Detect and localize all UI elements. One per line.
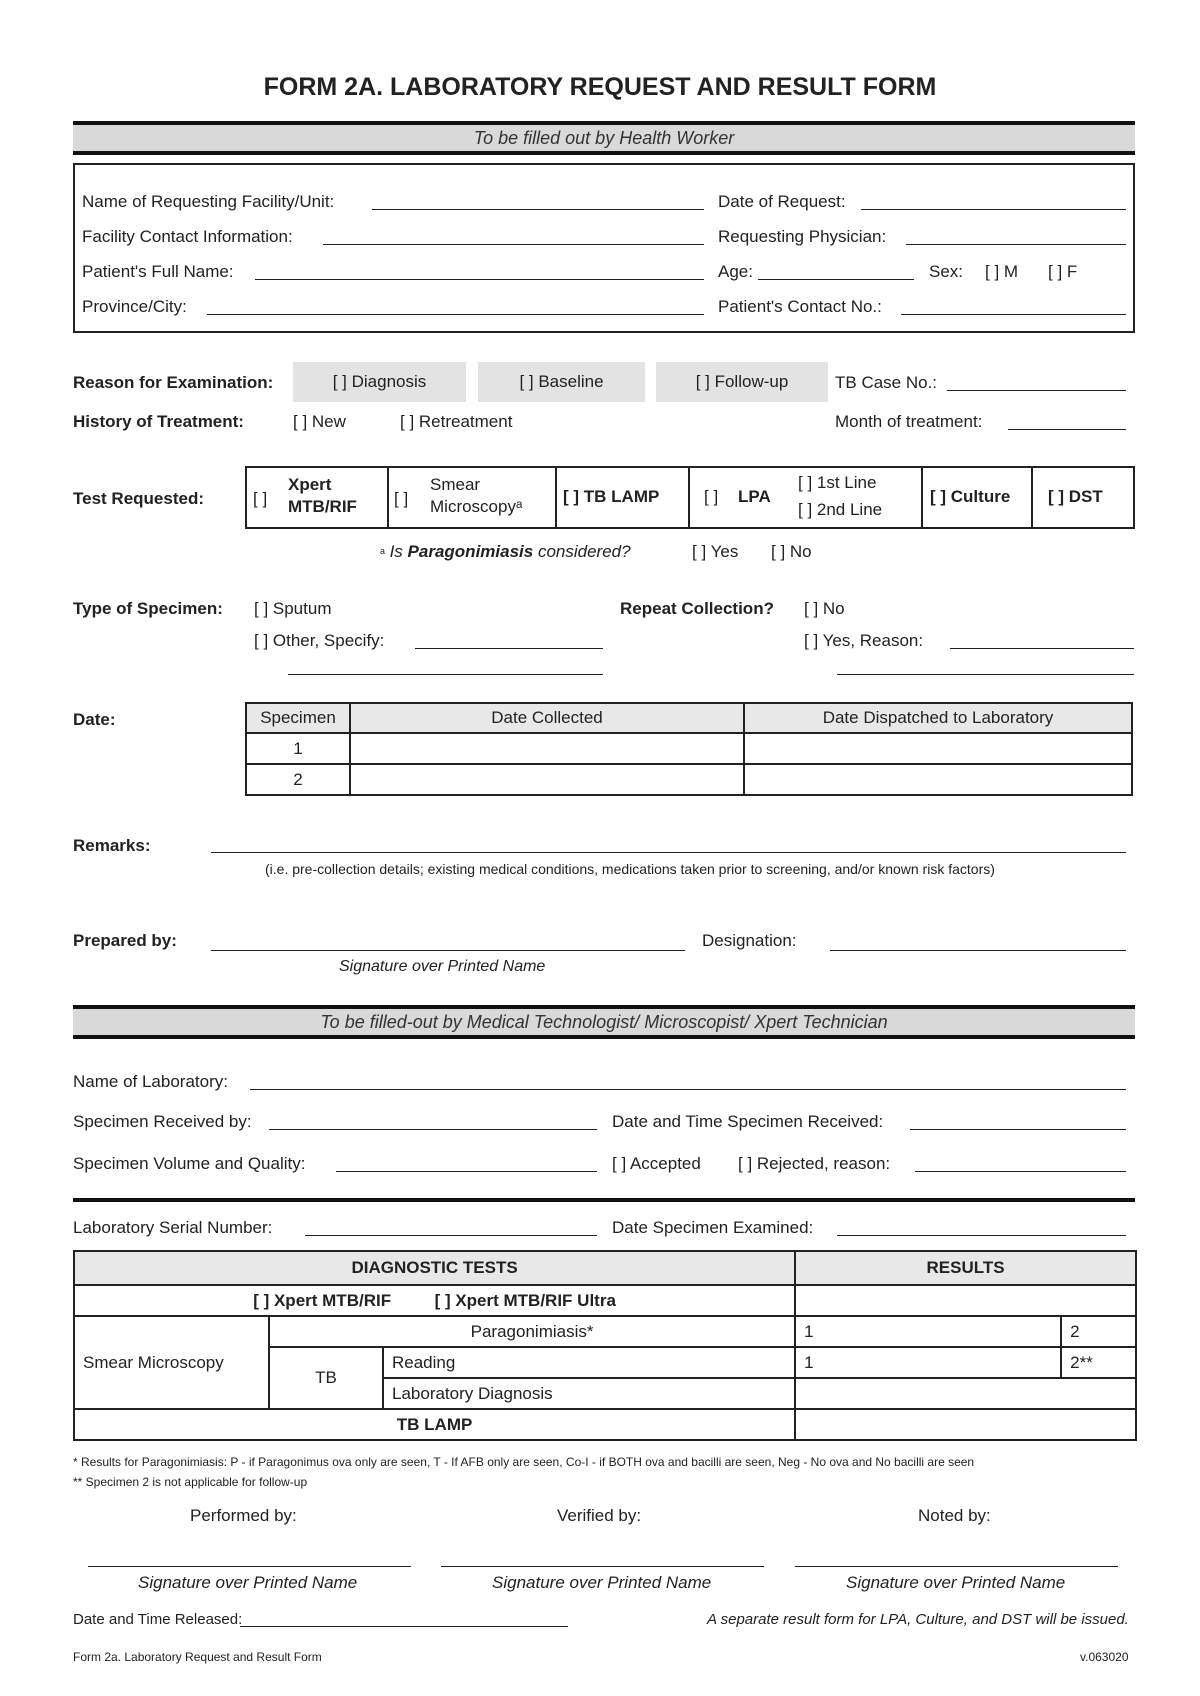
facility-contact-label: Facility Contact Information: <box>82 227 293 246</box>
physician-field[interactable] <box>906 244 1126 245</box>
noted-by-label: Noted by: <box>918 1506 991 1525</box>
repeat-reason-field[interactable] <box>950 648 1134 649</box>
date-examined-label: Date Specimen Examined: <box>612 1218 814 1237</box>
date-label: Date: <box>73 710 116 729</box>
history-label: History of Treatment: <box>73 412 244 431</box>
tb-label: TB <box>269 1347 383 1409</box>
date-collected-2[interactable] <box>350 764 744 795</box>
date-released-label: Date and Time Released: <box>73 1611 243 1628</box>
sex-label: Sex: <box>929 262 964 281</box>
date-table <box>245 702 1133 796</box>
patient-contact-field[interactable] <box>901 314 1126 315</box>
smear-label-1: Smear <box>430 475 481 494</box>
performed-sig-caption: Signature over Printed Name <box>138 1573 358 1592</box>
footer-left: Form 2a. Laboratory Request and Result Form <box>73 1650 322 1664</box>
patient-name-label: Patient's Full Name: <box>82 262 234 281</box>
month-of-treatment-label: Month of treatment: <box>835 412 983 431</box>
tb-case-no-label: TB Case No.: <box>835 373 938 392</box>
province-label: Province/City: <box>82 297 187 316</box>
date-of-request-field[interactable] <box>861 209 1126 210</box>
prepared-by-label: Prepared by: <box>73 931 177 950</box>
remarks-field[interactable] <box>211 852 1126 853</box>
date-dispatched-header: Date Dispatched to Laboratory <box>744 703 1132 733</box>
volume-label: Specimen Volume and Quality: <box>73 1154 306 1173</box>
verified-by-label: Verified by: <box>557 1506 642 1525</box>
tests-header: DIAGNOSTIC TESTS <box>74 1251 795 1285</box>
repeat-yes-checkbox[interactable]: [ ] Yes, Reason: <box>804 631 924 650</box>
paragonimiasis-yes-checkbox[interactable]: [ ] Yes <box>692 542 739 561</box>
paragonimiasis-no-checkbox[interactable]: [ ] No <box>771 542 812 561</box>
facility-contact-field[interactable] <box>323 244 704 245</box>
sputum-checkbox[interactable]: [ ] Sputum <box>254 599 332 618</box>
tb-lamp-checkbox[interactable]: [ ] TB LAMP <box>563 487 660 506</box>
reading-result-2[interactable]: 2** <box>1061 1347 1136 1378</box>
month-of-treatment-field[interactable] <box>1008 429 1126 430</box>
facility-field[interactable] <box>372 209 704 210</box>
dst-checkbox[interactable]: [ ] DST <box>1048 487 1103 506</box>
remarks-label: Remarks: <box>73 836 151 855</box>
accepted-checkbox[interactable]: [ ] Accepted <box>612 1154 701 1173</box>
divider <box>73 1198 1135 1202</box>
tb-lamp-label: TB LAMP <box>74 1409 795 1440</box>
other-checkbox[interactable]: [ ] Other, Specify: <box>254 631 385 650</box>
smear-microscopy-label: Smear Microscopy <box>74 1316 269 1409</box>
new-checkbox[interactable]: [ ] New <box>293 412 346 431</box>
footnote-marker: ᵃ <box>380 545 385 560</box>
xpert-checkbox[interactable]: [ ] <box>253 489 268 508</box>
sex-f-checkbox[interactable]: [ ] F <box>1048 262 1078 281</box>
designation-field[interactable] <box>830 950 1126 951</box>
lab-diagnosis-label: Laboratory Diagnosis <box>383 1378 795 1409</box>
question-post: considered? <box>537 542 631 561</box>
date-dispatched-1[interactable] <box>744 733 1132 764</box>
results-table <box>73 1250 1137 1441</box>
verified-by-field[interactable] <box>441 1566 764 1567</box>
xpert-result[interactable] <box>795 1285 1136 1316</box>
date-released-field[interactable] <box>240 1626 568 1627</box>
followup-checkbox[interactable]: [ ] Follow-up <box>656 362 828 402</box>
footnote-1: * Results for Paragonimiasis: P - if Paragonimus ova only are seen, T - If AFB only are seen, Co-I - if BOTH ova and bacilli are seen, Neg - No ova and No bacilli are seen <box>73 1455 975 1469</box>
question-pre: Is <box>389 542 403 561</box>
noted-by-field[interactable] <box>795 1566 1118 1567</box>
lpa-label: LPA <box>738 487 771 506</box>
xpert-result-checkbox[interactable]: [ ] Xpert MTB/RIF <box>253 1290 392 1310</box>
results-header: RESULTS <box>795 1251 1136 1285</box>
rejected-reason-field[interactable] <box>915 1171 1126 1172</box>
separate-result-note: A separate result form for LPA, Culture, and DST will be issued. <box>707 1611 1129 1628</box>
age-label: Age: <box>718 262 753 281</box>
date-received-label: Date and Time Specimen Received: <box>612 1112 884 1131</box>
xpert-label-1: Xpert <box>288 475 332 494</box>
prepared-sig-caption: Signature over Printed Name <box>339 958 546 975</box>
other-specify-field-2[interactable] <box>288 674 603 675</box>
performed-by-label: Performed by: <box>190 1506 297 1525</box>
form-title: FORM 2A. LABORATORY REQUEST AND RESULT FORM <box>263 73 937 101</box>
received-by-label: Specimen Received by: <box>73 1112 252 1131</box>
footer-right: v.063020 <box>1080 1650 1129 1664</box>
prepared-by-field[interactable] <box>211 950 685 951</box>
reason-label: Reason for Examination: <box>73 373 274 392</box>
date-collected-1[interactable] <box>350 733 744 764</box>
date-dispatched-2[interactable] <box>744 764 1132 795</box>
paragonimiasis-result-2[interactable]: 2 <box>1061 1316 1136 1347</box>
noted-sig-caption: Signature over Printed Name <box>846 1573 1066 1592</box>
age-field[interactable] <box>758 279 914 280</box>
lab-name-field[interactable] <box>250 1089 1126 1090</box>
second-line-checkbox[interactable]: [ ] 2nd Line <box>798 500 883 519</box>
date-received-field[interactable] <box>910 1129 1126 1130</box>
volume-field[interactable] <box>336 1171 597 1172</box>
patient-name-field[interactable] <box>255 279 704 280</box>
tb-case-no-field[interactable] <box>947 390 1126 391</box>
specimen-row-2: 2 <box>246 764 350 795</box>
lpa-checkbox[interactable]: [ ] <box>704 487 719 506</box>
specimen-header: Specimen <box>246 703 350 733</box>
designation-label: Designation: <box>702 931 797 950</box>
first-line-checkbox[interactable]: [ ] 1st Line <box>798 473 877 492</box>
physician-label: Requesting Physician: <box>718 227 887 246</box>
date-examined-field[interactable] <box>837 1235 1126 1236</box>
repeat-reason-field-2[interactable] <box>837 674 1134 675</box>
section-lab-band: To be filled-out by Medical Technologist/ Microscopist/ Xpert Technician <box>73 1005 1135 1039</box>
smear-label-2: Microscopyᵃ <box>430 497 523 516</box>
province-field[interactable] <box>207 314 704 315</box>
serial-field[interactable] <box>305 1235 597 1236</box>
retreatment-checkbox[interactable]: [ ] Retreatment <box>400 412 513 431</box>
patient-info-box <box>73 163 1135 333</box>
serial-label: Laboratory Serial Number: <box>73 1218 273 1237</box>
reading-label: Reading <box>383 1347 795 1378</box>
received-by-field[interactable] <box>269 1129 597 1130</box>
reading-result-1[interactable]: 1 <box>795 1347 1061 1378</box>
date-collected-header: Date Collected <box>350 703 744 733</box>
xpert-label-2: MTB/RIF <box>288 497 357 516</box>
facility-label: Name of Requesting Facility/Unit: <box>82 192 335 211</box>
specimen-type-label: Type of Specimen: <box>73 599 223 618</box>
diagnosis-checkbox[interactable]: [ ] Diagnosis <box>293 362 466 402</box>
performed-by-field[interactable] <box>88 1566 411 1567</box>
specimen-row-1: 1 <box>246 733 350 764</box>
repeat-collection-label: Repeat Collection? <box>620 599 774 618</box>
smear-checkbox[interactable]: [ ] <box>394 489 409 508</box>
footnote-2: ** Specimen 2 is not applicable for follow-up <box>73 1475 308 1489</box>
repeat-no-checkbox[interactable]: [ ] No <box>804 599 845 618</box>
paragonimiasis-result-1[interactable]: 1 <box>795 1316 1061 1347</box>
date-of-request-label: Date of Request: <box>718 192 846 211</box>
baseline-checkbox[interactable]: [ ] Baseline <box>478 362 645 402</box>
section-health-worker-band: To be filled out by Health Worker <box>73 121 1135 155</box>
lab-name-label: Name of Laboratory: <box>73 1072 228 1091</box>
culture-checkbox[interactable]: [ ] Culture <box>930 487 1011 506</box>
paragonimiasis-label: Paragonimiasis* <box>269 1316 795 1347</box>
rejected-checkbox[interactable]: [ ] Rejected, reason: <box>738 1154 891 1173</box>
xpert-row <box>74 1285 795 1316</box>
tb-lamp-result[interactable] <box>795 1409 1136 1440</box>
question-word: Paragonimiasis <box>407 542 534 561</box>
patient-contact-label: Patient's Contact No.: <box>718 297 882 316</box>
xpert-ultra-result-checkbox[interactable]: [ ] Xpert MTB/RIF Ultra <box>434 1290 616 1310</box>
verified-sig-caption: Signature over Printed Name <box>492 1573 712 1592</box>
test-requested-label: Test Requested: <box>73 489 204 508</box>
remarks-hint: (i.e. pre-collection details; existing medical conditions, medications taken prior to screening, and/or known risk factors) <box>265 861 995 877</box>
paragonimiasis-question <box>380 542 631 563</box>
sex-m-checkbox[interactable]: [ ] M <box>985 262 1019 281</box>
lab-diagnosis-result[interactable] <box>795 1378 1136 1409</box>
other-specify-field[interactable] <box>415 648 603 649</box>
